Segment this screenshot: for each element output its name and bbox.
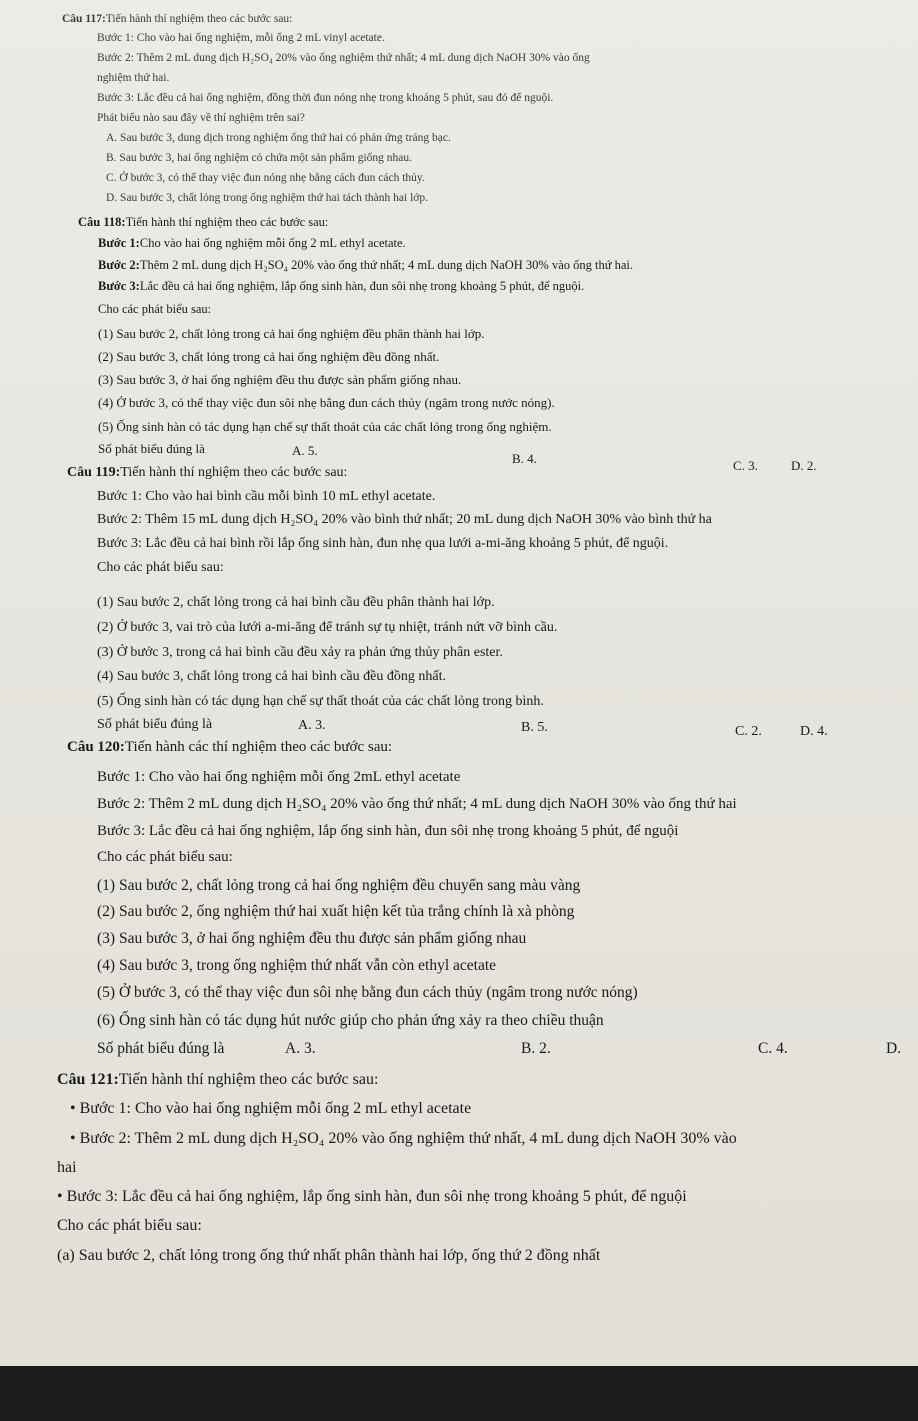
q118-statement-3: (3) Sau bước 3, ở hai ống nghiệm đều thu được sản phẩm giống nhau. [98,372,462,387]
q118-step2 [98,259,633,272]
q118-count-prompt: Số phát biểu đúng là [98,441,205,456]
q121-heading [57,1072,378,1088]
q119-statement-5: (5) Ống sinh hàn có tác dụng hạn chế sự thất thoát của các chất lỏng trong bình. [97,694,544,709]
q118-step2-text: Thêm 2 mL dung dịch H₂SO₄ 20% vào ống thứ nhất; 4 mL dung dịch NaOH 30% vào ống thứ hai. [139,258,634,272]
q118-number: Câu 118: [78,215,126,229]
q119-intro: Cho các phát biểu sau: [97,560,224,575]
q121-step3: • Bước 3: Lắc đều cả hai ống nghiệm, lắp ống sinh hàn, đun sôi nhẹ trong khoảng 5 phút, để nguội [57,1188,687,1205]
q119-option-c: C. 2. [735,724,762,739]
q120-intro: Cho các phát biểu sau: [97,849,233,865]
q117-option-a: A. Sau bước 3, dung dịch trong nghiệm ống thứ hai có phản ứng tráng bạc. [106,132,451,144]
q119-statement-3: (3) Ở bước 3, trong cả hai bình cầu đều xảy ra phản ứng thủy phân ester. [97,645,503,660]
q120-statement-5: (5) Ở bước 3, có thể thay việc đun sôi nhẹ bằng đun cách thủy (ngâm trong nước nóng) [97,984,638,1001]
q117-heading [62,14,292,26]
q119-option-a: A. 3. [298,718,326,733]
q119-option-d: D. 4. [800,724,828,739]
q118-statement-4: (4) Ở bước 3, có thể thay việc đun sôi nhẹ bằng đun cách thủy (ngâm trong nước nóng). [98,395,555,410]
q121-step2: • Bước 2: Thêm 2 mL dung dịch H₂SO₄ 20% vào ống nghiệm thứ nhất, 4 mL dung dịch NaOH 30% vào [70,1130,737,1147]
q119-step1: Bước 1: Cho vào hai bình cầu mỗi bình 10 mL ethyl acetate. [97,489,436,504]
q121-step1: • Bước 1: Cho vào hai ống nghiệm mỗi ống 2 mL ethyl acetate [70,1100,472,1117]
q120-option-c: C. 4. [758,1040,788,1057]
q121-stem: Tiến hành thí nghiệm theo các bước sau: [118,1071,379,1088]
q119-step3: Bước 3: Lắc đều cả hai bình rồi lắp ống sinh hàn, đun nhẹ qua lưới a-mi-ăng khoảng 5 phút, để nguội. [97,536,669,551]
q118-step1-text: Cho vào hai ống nghiệm mỗi ống 2 mL ethyl acetate. [139,236,406,250]
q121-step2-continued: hai [57,1159,77,1176]
q119-count-prompt: Số phát biểu đúng là [97,717,213,732]
q118-step3 [98,280,584,293]
q121-intro: Cho các phát biểu sau: [57,1217,202,1234]
q120-statement-3: (3) Sau bước 3, ở hai ống nghiệm đều thu được sản phẩm giống nhau [97,930,527,947]
q117-step1: Bước 1: Cho vào hai ống nghiệm, mỗi ống 2 mL vinyl acetate. [97,32,385,44]
q118-statement-5: (5) Ống sinh hàn có tác dụng hạn chế sự thất thoát của các chất lỏng trong ống nghiệm. [98,419,552,434]
q119-option-b: B. 5. [521,720,548,735]
q118-option-a: A. 5. [292,443,318,458]
q118-step3-label: Bước 3: [98,279,140,293]
q119-stem: Tiến hành thí nghiệm theo các bước sau: [120,465,348,480]
q119-statement-4: (4) Sau bước 3, chất lỏng trong cả hai bình cầu đều đồng nhất. [97,669,446,684]
q119-statement-1: (1) Sau bước 2, chất lỏng trong cả hai bình cầu đều phân thành hai lớp. [97,595,495,610]
q117-stem: Tiến hành thí nghiệm theo các bước sau: [105,13,293,25]
q117-number: Câu 117: [62,13,106,25]
q117-option-d: D. Sau bước 3, chất lỏng trong ống nghiệm thứ hai tách thành hai lớp. [106,192,428,204]
q118-stem: Tiến hành thí nghiệm theo các bước sau: [125,215,329,229]
q117-option-c: C. Ở bước 3, có thể thay việc đun nóng nhẹ bằng cách đun cách thủy. [106,172,425,184]
q121-number: Câu 121: [57,1071,119,1088]
q118-step2-label: Bước 2: [98,258,140,272]
q118-step3-text: Lắc đều cả hai ống nghiệm, lắp ống sinh hàn, đun sôi nhẹ trong khoảng 5 phút, để nguội. [139,279,585,293]
q119-statement-2: (2) Ở bước 3, vai trò của lưới a-mi-ăng để tránh sự tụ nhiệt, tránh nứt vỡ bình cầu. [97,620,558,635]
q120-count-prompt: Số phát biểu đúng là [97,1040,225,1057]
q118-intro: Cho các phát biểu sau: [98,302,212,316]
q120-stem: Tiến hành các thí nghiệm theo các bước sau: [124,739,393,755]
q120-statement-1: (1) Sau bước 2, chất lỏng trong cả hai ống nghiệm đều chuyển sang màu vàng [97,877,581,894]
q118-step1-label: Bước 1: [98,236,140,250]
q118-statement-1: (1) Sau bước 2, chất lỏng trong cả hai ống nghiệm đều phân thành hai lớp. [98,326,485,341]
q118-option-d: D. 2. [791,458,817,473]
q120-option-b: B. 2. [521,1040,551,1057]
q120-option-d: D. [886,1040,902,1057]
q120-option-a: A. 3. [285,1040,316,1057]
q120-number: Câu 120: [67,739,125,755]
q120-statement-6: (6) Ống sinh hàn có tác dụng hút nước giúp cho phản ứng xảy ra theo chiều thuận [97,1012,604,1029]
q121-statement-a: (a) Sau bước 2, chất lỏng trong ống thứ nhất phân thành hai lớp, ống thứ 2 đồng nhất [57,1247,601,1264]
q119-heading [67,466,347,480]
q117-step3: Bước 3: Lắc đều cả hai ống nghiệm, đồng thời đun nóng nhẹ trong khoảng 5 phút, sau đó để nguội. [97,92,554,104]
q117-option-b: B. Sau bước 3, hai ống nghiệm có chứa một sản phẩm giống nhau. [106,152,412,164]
q117-step2b: nghiệm thứ hai. [97,72,170,84]
q118-heading [78,216,328,229]
q120-step1: Bước 1: Cho vào hai ống nghiệm mỗi ống 2mL ethyl acetate [97,769,461,785]
q120-statement-4: (4) Sau bước 3, trong ống nghiệm thứ nhất vẫn còn ethyl acetate [97,957,497,974]
q120-statement-2: (2) Sau bước 2, ống nghiệm thứ hai xuất hiện kết tủa trắng chính là xà phòng [97,903,575,920]
q119-number: Câu 119: [67,465,121,480]
q118-option-c: C. 3. [733,458,758,473]
q118-option-b: B. 4. [512,451,537,466]
q120-heading [67,740,392,755]
q120-step3: Bước 3: Lắc đều cả hai ống nghiệm, lắp ống sinh hàn, đun sôi nhẹ trong khoảng 5 phút, để nguội [97,823,679,839]
q120-step2: Bước 2: Thêm 2 mL dung dịch H₂SO₄ 20% vào ống thứ nhất; 4 mL dung dịch NaOH 30% vào ống thứ hai [97,796,737,812]
page-bottom-edge [0,1366,918,1421]
q117-step2a: Bước 2: Thêm 2 mL dung dịch H₂SO₄ 20% vào ống nghiệm thứ nhất; 4 mL dung dịch NaOH 30% vào ống [97,52,590,64]
q118-statement-2: (2) Sau bước 3, chất lỏng trong cả hai ống nghiệm đều đồng nhất. [98,349,440,364]
q118-step1 [98,237,406,250]
q119-step2: Bước 2: Thêm 15 mL dung dịch H₂SO₄ 20% vào bình thứ nhất; 20 mL dung dịch NaOH 30% vào bình thứ ha [97,512,712,527]
q117-ask: Phát biểu nào sau đây về thí nghiệm trên sai? [97,112,305,124]
